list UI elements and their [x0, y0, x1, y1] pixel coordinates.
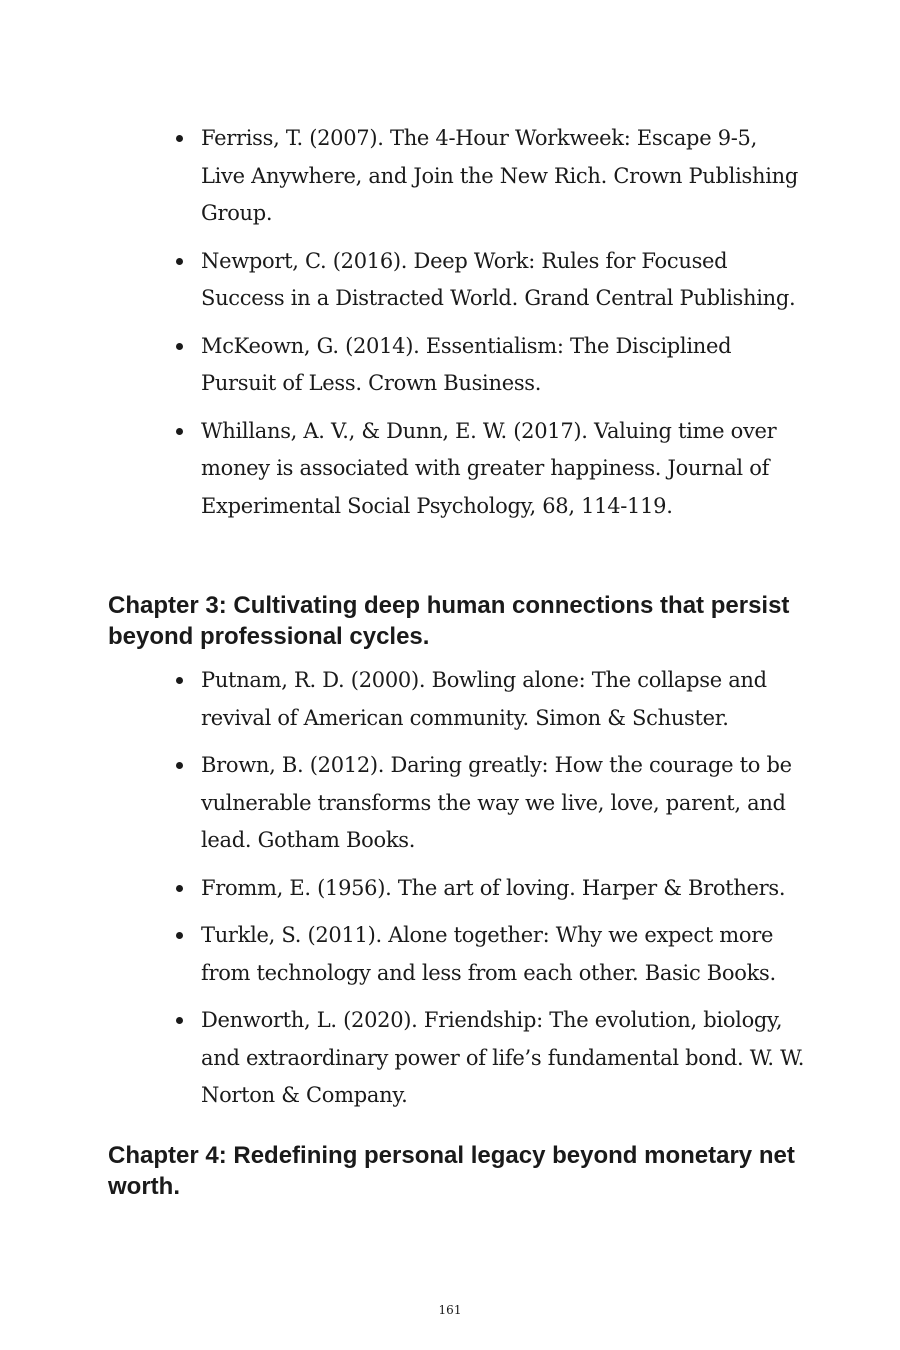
reference-item: [176, 662, 806, 737]
chapter-3-heading: Chapter 3: Cultivating deep human connections that persist beyond professional cycles.: [108, 592, 790, 650]
reference-item: [176, 747, 806, 860]
reference-text: Turkle, S. (2011). Alone together: Why we expect more from technology and less from each other. Basic Books.: [201, 923, 776, 985]
reference-text: Whillans, A. V., & Dunn, E. W. (2017). Valuing time over money is associated with greater happiness. Journal of Experimental Social Psychology, 68, 114-119.: [201, 418, 777, 518]
reference-list-chapter-3: [176, 662, 806, 1125]
bullet-icon: [176, 885, 183, 892]
reference-item: [176, 243, 806, 318]
reference-list-chapter-2: [176, 120, 806, 535]
bullet-icon: [176, 932, 183, 939]
reference-text: Ferriss, T. (2007). The 4-Hour Workweek: Escape 9-5, Live Anywhere, and Join the New Rich. Crown Publishing Group.: [201, 126, 798, 225]
bullet-icon: [176, 1017, 183, 1024]
reference-item: [176, 917, 806, 992]
bullet-icon: [176, 258, 183, 265]
reference-text: Denworth, L. (2020). Friendship: The evolution, biology, and extraordinary power of life’s fundamental bond. W. W. Norton & Company.: [201, 1008, 805, 1107]
reference-text: Newport, C. (2016). Deep Work: Rules for Focused Success in a Distracted World. Grand Central Publishing.: [201, 248, 796, 310]
reference-text: Fromm, E. (1956). The art of loving. Harper & Brothers.: [201, 875, 786, 900]
reference-item: [176, 870, 806, 908]
reference-item: [176, 413, 806, 526]
chapter-4-heading: Chapter 4: Redefining personal legacy beyond monetary net worth.: [108, 1142, 795, 1200]
reference-item: [176, 1002, 806, 1115]
bullet-icon: [176, 343, 183, 350]
reference-item: [176, 120, 806, 233]
reference-text: Brown, B. (2012). Daring greatly: How the courage to be vulnerable transforms the way we live, love, parent, and lead. Gotham Books.: [201, 753, 792, 852]
page-number: 161: [438, 1303, 462, 1317]
bullet-icon: [176, 677, 183, 684]
reference-item: [176, 328, 806, 403]
reference-text: McKeown, G. (2014). Essentialism: The Disciplined Pursuit of Less. Crown Business.: [201, 333, 732, 395]
bullet-icon: [176, 135, 183, 142]
bullet-icon: [176, 428, 183, 435]
bullet-icon: [176, 762, 183, 769]
reference-text: Putnam, R. D. (2000). Bowling alone: The collapse and revival of American community. Simon & Schuster.: [201, 668, 767, 730]
